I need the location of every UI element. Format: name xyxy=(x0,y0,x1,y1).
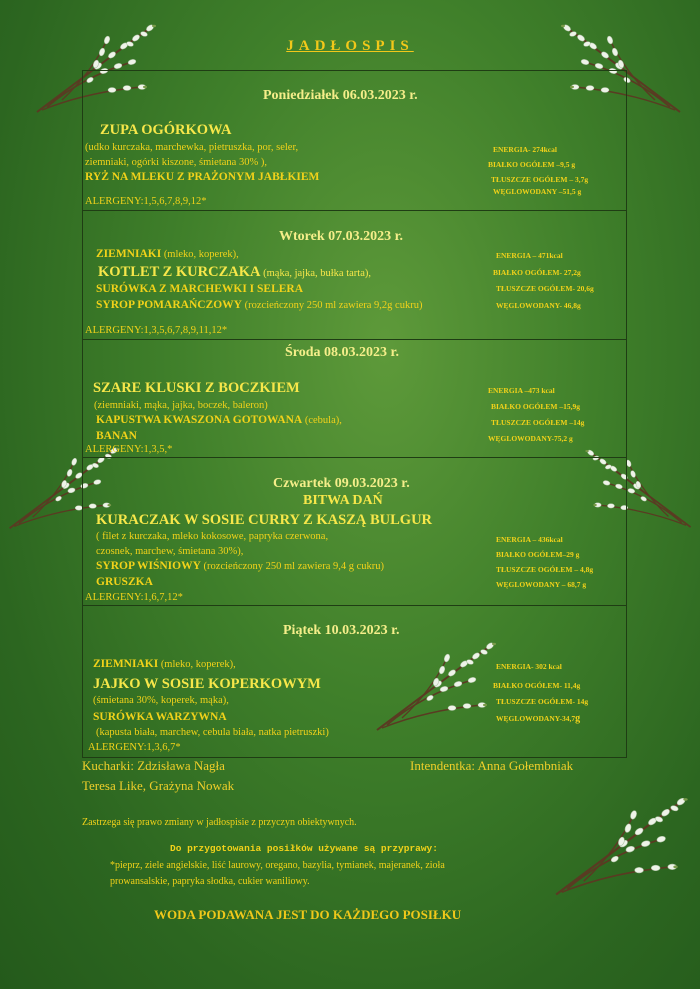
carbs-value: WĘGLOWODANY – 68,7 g xyxy=(496,580,587,589)
dish-name: KAPUSTWA KWASZONA GOTOWANA xyxy=(96,414,303,426)
day-header: Piątek 10.03.2023 r. xyxy=(283,623,400,638)
dish-salad: SURÓWKA WARZYWNA xyxy=(93,711,227,723)
energy-value: ENERGIA – 471kcal xyxy=(496,251,563,260)
day-header: Czwartek 09.03.2023 r. xyxy=(273,476,410,491)
day-header: Poniedziałek 06.03.2023 r. xyxy=(263,88,418,103)
page-title: JADŁOSPIS xyxy=(286,38,414,54)
dish-side xyxy=(96,248,239,260)
energy-value: ENERGIA- 274kcal xyxy=(493,145,557,154)
day-section-wednesday xyxy=(83,340,626,458)
dish-name: ZIEMNIAKI xyxy=(96,248,162,260)
energy-value: ENERGIA –473 kcal xyxy=(488,386,555,395)
dish-side xyxy=(96,414,342,426)
day-section-tuesday xyxy=(83,211,626,340)
protein-value: BIAŁKO OGÓŁEM –15,9g xyxy=(491,402,580,411)
dish-dessert: RYŻ NA MLEKU Z PRAŻONYM JABŁKIEM xyxy=(85,171,320,183)
dish-ingredients: (udko kurczaka, marchewka, pietruszka, por, seler, xyxy=(85,142,299,153)
carbs-unit: g xyxy=(575,713,581,724)
dish-main: SZARE KLUSKI Z BOCZKIEM xyxy=(93,380,300,396)
allergens: ALERGENY:1,3,5,* xyxy=(85,444,173,455)
allergens: ALERGENY:1,3,6,7* xyxy=(88,742,181,753)
dish-main: JAJKO W SOSIE KOPERKOWYM xyxy=(93,676,321,692)
dish-name: SYROP POMARAŃCZOWY xyxy=(96,299,242,311)
carbs-value: WĘGLOWODANY-75,2 g xyxy=(488,434,573,443)
carbs-value xyxy=(496,713,580,724)
carbs-value: WĘGLOWODANY –51,5 g xyxy=(493,187,582,196)
dish-drink xyxy=(96,560,384,572)
dish-salad: SURÓWKA Z MARCHEWKI I SELERA xyxy=(96,283,304,295)
protein-value: BIAŁKO OGÓŁEM –9,5 g xyxy=(488,160,576,169)
dish-fruit: BANAN xyxy=(96,430,137,442)
dish-ingredients: (cebula), xyxy=(302,415,342,426)
dish-ingredients: (mąka, jajka, bułka tarta), xyxy=(260,268,371,279)
dish-side xyxy=(93,658,236,670)
day-header: Wtorek 07.03.2023 r. xyxy=(279,229,404,244)
menu-table xyxy=(82,70,627,758)
dish-ingredients: (kapusta biała, marchew, cebula biała, natka pietruszki) xyxy=(96,727,329,738)
dish-main: ZUPA OGÓRKOWA xyxy=(100,122,232,138)
allergens: ALERGENY:1,5,6,7,8,9,12* xyxy=(85,196,207,207)
dish-ingredients: (śmietana 30%, koperek, mąka), xyxy=(93,695,229,706)
energy-value: ENERGIA- 302 kcal xyxy=(496,662,562,671)
spices-list: prowansalskie, papryka słodka, cukier waniliowy. xyxy=(110,876,310,887)
dish-name: ZIEMNIAKI xyxy=(93,658,159,670)
fat-value: TŁUSZCZE OGÓŁEM- 14g xyxy=(496,697,589,706)
spices-list: *pieprz, ziele angielskie, liść laurowy, oregano, bazylia, tymianek, majeranek, zioła xyxy=(110,860,445,871)
dish-ingredients: czosnek, marchew, śmietana 30%), xyxy=(96,546,244,557)
water-notice: WODA PODAWANA JEST DO KAŻDEGO POSIŁKU xyxy=(154,907,462,922)
protein-value: BIAŁKO OGÓŁEM- 11,4g xyxy=(493,681,581,690)
dish-ingredients: (ziemniaki, mąka, jajka, boczek, baleron) xyxy=(94,400,268,411)
fat-value: TŁUSZCZE OGÓŁEM- 20,6g xyxy=(496,284,594,293)
dish-ingredients: ziemniaki, ogórki kiszone, śmietana 30% ), xyxy=(85,157,267,168)
fat-value: TŁUSZCZE OGÓŁEM –14g xyxy=(491,418,585,427)
dish-name: SYROP WIŚNIOWY xyxy=(96,560,201,572)
dish-ingredients: (rozcieńczony 250 ml zawiera 9,4 g cukru) xyxy=(200,561,385,572)
day-header: Środa 08.03.2023 r. xyxy=(285,345,399,360)
protein-value: BIAŁKO OGÓŁEM–29 g xyxy=(496,550,580,559)
carbs-value: WĘGLOWODANY- 46,8g xyxy=(496,301,581,310)
spices-title: Do przygotowania posiłków używane są przyprawy: xyxy=(170,843,438,854)
cooks-line-2: Teresa Like, Grażyna Nowak xyxy=(82,778,235,793)
dish-ingredients: (mleko, koperek), xyxy=(161,249,239,260)
day-section-thursday xyxy=(83,458,626,606)
fat-value: TŁUSZCZE OGÓŁEM – 4,8g xyxy=(496,565,594,574)
event-title: BITWA DAŃ xyxy=(303,493,383,508)
day-section-friday xyxy=(83,606,626,757)
dish-main: KURACZAK W SOSIE CURRY Z KASZĄ BULGUR xyxy=(96,512,433,528)
dish-drink xyxy=(96,299,422,311)
energy-value: ENERGIA – 436kcal xyxy=(496,535,563,544)
day-section-monday xyxy=(83,71,626,211)
disclaimer: Zastrzega się prawo zmiany w jadłospisie z przyczyn obiektywnych. xyxy=(82,817,357,828)
allergens: ALERGENY:1,6,7,12* xyxy=(85,592,183,603)
dish-name: KOTLET Z KURCZAKA xyxy=(98,264,261,280)
dish-ingredients: (rozcieńczony 250 ml zawiera 9,2g cukru) xyxy=(242,300,423,311)
dish-main xyxy=(98,264,371,281)
protein-value: BIAŁKO OGÓŁEM- 27,2g xyxy=(493,268,581,277)
allergens: ALERGENY:1,3,5,6,7,8,9,11,12* xyxy=(85,325,228,336)
dish-ingredients: ( filet z kurczaka, mleko kokosowe, papryka czerwona, xyxy=(96,531,329,542)
carbs-number: WĘGLOWODANY-34,7 xyxy=(496,714,576,723)
catkin-twig-icon xyxy=(550,795,695,900)
cooks-line-1: Kucharki: Zdzisława Nagła xyxy=(82,758,225,773)
dish-ingredients: (mleko, koperek), xyxy=(158,659,236,670)
fat-value: TŁUSZCZE OGÓŁEM – 3,7g xyxy=(491,175,589,184)
steward: Intendentka: Anna Gołembniak xyxy=(410,758,574,773)
dish-fruit: GRUSZKA xyxy=(96,576,153,588)
